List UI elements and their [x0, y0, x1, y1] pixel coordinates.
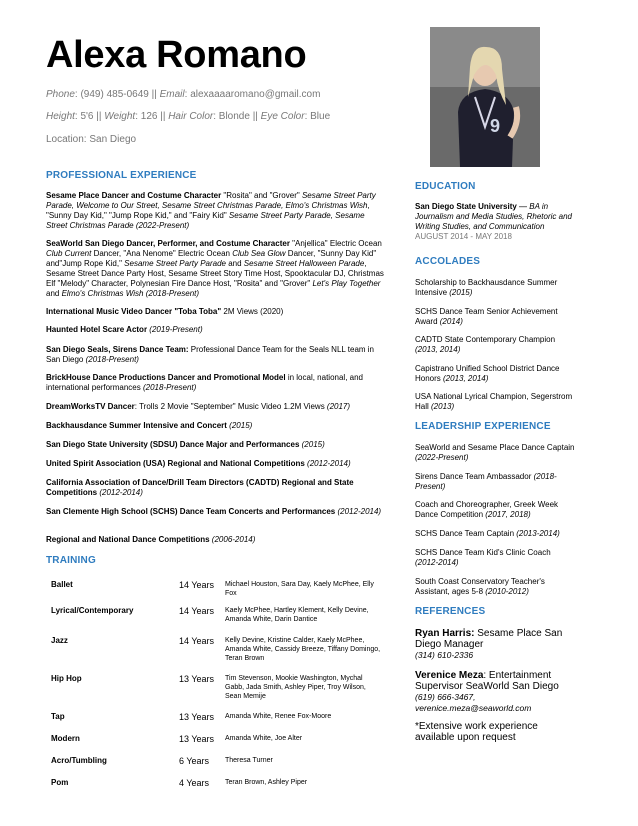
contact-line	[46, 89, 320, 100]
text-run: (2022-Present)	[415, 453, 469, 462]
experience-item	[46, 402, 386, 412]
text-run: (2013, 2014)	[415, 345, 461, 354]
text-run: (2017, 2018)	[485, 510, 531, 519]
text-run: San Diego State University (SDSU) Dance Major and Performances	[46, 440, 300, 449]
experience-item	[46, 191, 386, 231]
training-cell: Tap	[51, 712, 65, 721]
stats-line	[46, 111, 330, 122]
education-heading: EDUCATION	[415, 181, 476, 192]
headshot-illustration	[430, 27, 540, 167]
phone-value: : (949) 485-0649 ||	[74, 89, 160, 100]
accolades-heading: ACCOLADES	[415, 256, 481, 267]
text-run: , "Sunny Day Kid," "Jump Rope Kid," and "Fairy Kid"	[46, 201, 370, 220]
text-run: (2018-Present)	[142, 383, 197, 392]
text-run: and	[46, 289, 62, 298]
text-run: USA National Lyrical Champion, Segerstrom Hall	[415, 392, 573, 411]
text-run: (2018-Present)	[415, 472, 557, 491]
text-run: SCHS Dance Team Kid's Clinic Coach	[415, 548, 551, 557]
professional-heading: PROFESSIONAL EXPERIENCE	[46, 170, 197, 181]
text-run: : Trolls 2 Movie "September" Music Video 1.2M Views	[134, 402, 327, 411]
text-run: BrickHouse Dance Productions Dancer and Promotional Model	[46, 373, 286, 382]
training-cell: 13 Years	[179, 734, 215, 744]
weight-value: : 126 ||	[135, 111, 169, 122]
training-row	[46, 630, 383, 670]
location-line: Location: San Diego	[46, 134, 137, 145]
training-cell: Ballet	[51, 580, 73, 589]
text-run: Sesame Street Halloween Parade	[243, 259, 365, 268]
education-dates: AUGUST 2014 - MAY 2018	[415, 232, 512, 241]
experience-item	[46, 325, 386, 335]
training-cell: Pom	[51, 778, 69, 787]
text-run: Scholarship to Backhausdance Summer Intensive	[415, 278, 558, 297]
education-degree: — BA in Journalism and Media Studies, Rhetoric and Writing Studies, and Communication	[415, 202, 572, 231]
leadership-item	[415, 472, 575, 492]
training-cell: Kaely McPhee, Hartley Klement, Kelly Devine, Amanda White, Darin Dantice	[225, 607, 369, 623]
text-run: (2015)	[226, 421, 253, 430]
experience-item	[46, 421, 386, 431]
text-run: SeaWorld and Sesame Place Dance Captain	[415, 443, 575, 452]
text-run: (2014)	[439, 317, 463, 326]
phone-label: Phone	[46, 89, 75, 100]
text-run: Sesame Street Party Parade, Welcome to Our Street, Sesame Street Christmas Parade, Elmo's Christmas Wish	[46, 191, 376, 210]
training-cell: 13 Years	[179, 712, 215, 722]
text-run: Dancer, "Ana Nenome" Electric Ocean	[91, 249, 233, 258]
experience-item	[46, 307, 386, 317]
eye-label: Eye Color	[260, 111, 305, 122]
hair-value: : Blonde ||	[213, 111, 261, 122]
leadership-item	[415, 548, 575, 568]
training-row	[46, 670, 383, 708]
text-run: (2013-2014)	[516, 529, 560, 538]
training-heading: TRAINING	[46, 555, 96, 566]
text-run: Haunted Hotel Scare Actor	[46, 325, 148, 334]
reference-name: Ryan Harris:	[415, 628, 475, 639]
text-run: United Spirit Association (USA) Regional and National Competitions	[46, 459, 305, 468]
text-run: Sirens Dance Team Ambassador	[415, 472, 534, 481]
accolade-item	[415, 307, 575, 327]
training-cell: Modern	[51, 734, 80, 743]
weight-label: Weight	[104, 111, 136, 122]
text-run: Sesame Street Party Parade	[124, 259, 226, 268]
training-row	[46, 774, 383, 794]
leadership-heading: LEADERSHIP EXPERIENCE	[415, 421, 551, 432]
text-run: CADTD State Contemporary Champion	[415, 335, 556, 344]
reference-name: Verenice Meza	[415, 670, 484, 681]
training-cell: 14 Years	[179, 606, 215, 616]
training-cell: Teran Brown, Ashley Piper	[225, 779, 308, 786]
headshot-photo	[430, 27, 540, 167]
text-run: Sesame Place Dancer and Costume Character	[46, 191, 222, 200]
experience-item	[46, 507, 386, 517]
leadership-item	[415, 577, 575, 597]
text-run: "Anjellica" Electric Ocean	[289, 239, 382, 248]
text-run: SCHS Dance Team Captain	[415, 529, 517, 538]
text-run: Regional and National Dance Competitions	[46, 535, 210, 544]
height-value: : 5'6 ||	[74, 111, 105, 122]
text-run: (2012-2014)	[335, 507, 382, 516]
training-cell: Acro/Tumbling	[51, 756, 107, 765]
text-run: Professional Dance Team for the Seals NLL team in San Diego	[46, 345, 375, 364]
text-run: Sesame Street Party Parade, Sesame Street Christmas Parade (2022-Present)	[46, 211, 365, 230]
experience-item	[46, 345, 386, 365]
accolade-item	[415, 278, 575, 298]
text-run: (2018-Present)	[85, 355, 139, 364]
training-cell: 13 Years	[179, 674, 215, 684]
training-cell: Hip Hop	[51, 674, 82, 683]
experience-item	[46, 459, 386, 469]
experience-item	[46, 478, 386, 498]
text-run: SeaWorld San Diego Dancer, Performer, and Costume Character	[46, 239, 290, 248]
text-run: Let's Play Together	[312, 279, 381, 288]
experience-item	[46, 239, 386, 299]
reference-item: Verenice Meza: Entertainment Supervisor SeaWorld San Diego (619) 666-3467, verenice.meza@seaworld.com	[415, 670, 559, 713]
training-cell: Tim Stevenson, Mookie Washington, Mychal Gabb, Jada Smith, Ashley Piper, Troy Wilson, Sean Memije	[225, 675, 366, 700]
leadership-item	[415, 529, 575, 539]
text-run: South Coast Conservatory Teacher's Assistant, ages 5-8	[415, 577, 545, 596]
references-heading: REFERENCES	[415, 606, 486, 617]
text-run: Club Current	[46, 249, 92, 258]
email-label: Email	[159, 89, 185, 100]
text-run: 2M Views (2020)	[221, 307, 284, 316]
text-run: in local, national, and international performances	[46, 373, 363, 392]
text-run: Club Sea Glow	[232, 249, 286, 258]
training-row	[46, 570, 383, 598]
reference-note: *Extensive work experience available upon request	[415, 721, 538, 743]
text-run: (2017)	[326, 402, 351, 411]
hair-label: Hair Color	[168, 111, 214, 122]
training-cell: Kelly Devine, Kristine Calder, Kaely McPhee, Amanda White, Cassidy Breeze, Tiffany Domingo, Teran Brown	[225, 637, 381, 662]
text-run: Capistrano Unified School District Dance Honors	[415, 364, 560, 383]
education-school: San Diego State University	[415, 202, 517, 211]
text-run: (2013, 2014)	[443, 374, 489, 383]
experience-item	[46, 440, 386, 450]
text-run: (2013)	[431, 402, 455, 411]
training-row	[46, 708, 383, 730]
reference-item: Ryan Harris: Sesame Place San Diego Manager (314) 610-2336	[415, 628, 563, 660]
text-run: Elmo's Christmas Wish (2018-Present)	[61, 289, 200, 298]
training-cell: 6 Years	[179, 756, 210, 766]
leadership-item	[415, 443, 575, 463]
text-run: (2012-2014)	[97, 488, 143, 497]
education-entry	[415, 202, 575, 242]
text-run: (2010-2012)	[485, 587, 529, 596]
training-cell: 4 Years	[179, 778, 210, 788]
training-cell: Amanda White, Renee Fox-Moore	[225, 713, 332, 720]
text-run: (2015)	[449, 288, 473, 297]
text-run: Dancer, "Sunny Day Kid" and"Jump Rope Kid,"	[46, 249, 377, 268]
training-row	[46, 730, 383, 752]
training-cell: Theresa Turner	[225, 757, 273, 764]
text-run: , Sesame Street Dance Party Host, Sesame Street Story Time Host, Spooktacular DJ, Christmas Elf "Melody" Character, Polynesian Fire Dance Host, "Rosita" and "Grover"	[46, 259, 384, 288]
text-run: "Rosita" and "Grover"	[221, 191, 302, 200]
text-run: (2012-2014)	[304, 459, 351, 468]
training-table	[46, 570, 383, 794]
training-cell: Lyrical/Contemporary	[51, 606, 134, 615]
experience-item	[46, 535, 386, 545]
text-run: San Diego Seals, Sirens Dance Team:	[46, 345, 189, 354]
height-label: Height	[46, 111, 75, 122]
training-cell: 14 Years	[179, 636, 215, 646]
text-run: (2012-2014)	[415, 558, 459, 567]
text-run: (2006-2014)	[209, 535, 256, 544]
training-cell: 14 Years	[179, 580, 215, 590]
training-row	[46, 598, 383, 630]
text-run: SCHS Dance Team Senior Achievement Award	[415, 307, 558, 326]
accolade-item	[415, 335, 575, 355]
experience-item	[46, 373, 386, 393]
eye-value: : Blue	[304, 111, 331, 122]
svg-text:9: 9	[490, 116, 501, 136]
text-run: International Music Video Dancer "Toba Toba"	[46, 307, 222, 316]
resume-name: Alexa Romano	[46, 34, 307, 76]
training-cell: Michael Houston, Sara Day, Kaely McPhee, Elly Fox	[225, 581, 374, 597]
text-run: (2019-Present)	[147, 325, 203, 334]
text-run: (2015)	[299, 440, 325, 449]
accolade-item	[415, 364, 575, 384]
text-run: California Association of Dance/Drill Team Directors (CADTD) Regional and State Competitions	[46, 478, 354, 497]
training-cell: Jazz	[51, 636, 68, 645]
text-run: DreamWorksTV Dancer	[46, 402, 135, 411]
training-cell: Amanda White, Joe Alter	[225, 735, 303, 742]
text-run: San Clemente High School (SCHS) Dance Team Concerts and Performances	[46, 507, 336, 516]
training-row	[46, 752, 383, 774]
email-value: : alexaaaaromano@gmail.com	[184, 89, 321, 100]
leadership-item	[415, 500, 575, 520]
text-run: and	[226, 259, 244, 268]
text-run: Coach and Choreographer, Greek Week Dance Competition	[415, 500, 559, 519]
text-run: Backhausdance Summer Intensive and Concert	[46, 421, 227, 430]
accolade-item	[415, 392, 575, 412]
